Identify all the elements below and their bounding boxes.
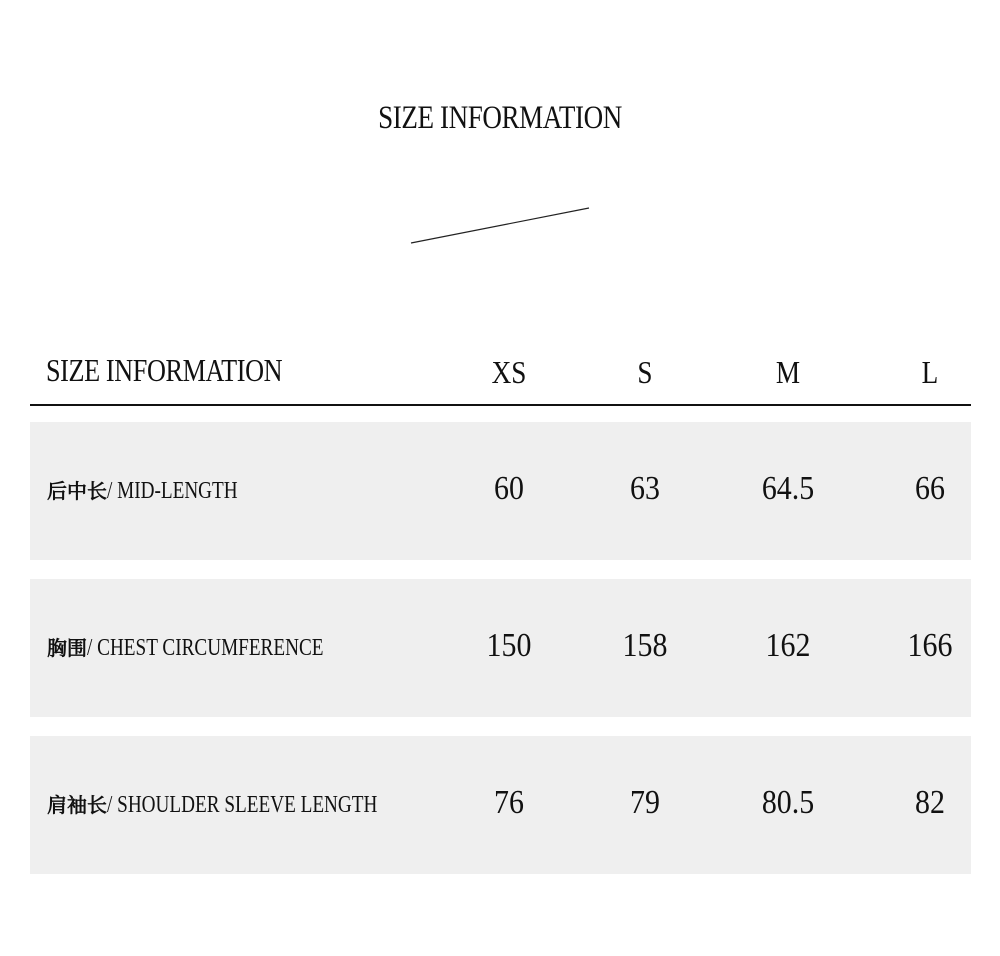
- table-cell: 150: [486, 627, 532, 664]
- table-row-sleeve: [30, 736, 971, 874]
- table-row-chest: [30, 579, 971, 717]
- table-header: [30, 352, 971, 406]
- table-cell: 80.5: [761, 784, 815, 821]
- table-cell: 158: [622, 627, 668, 664]
- table-cell: 82: [915, 784, 945, 821]
- row-label-en: / SHOULDER SLEEVE LENGTH: [107, 792, 378, 818]
- size-header-m: M: [775, 354, 801, 390]
- table-cell: 60: [494, 470, 524, 507]
- row-label-en: / CHEST CIRCUMFERENCE: [87, 635, 324, 661]
- table-cell: 79: [630, 784, 660, 821]
- table-cell: 64.5: [761, 470, 815, 507]
- table-row-mid-length: [30, 422, 971, 560]
- decorative-divider-line: [405, 203, 595, 248]
- size-header-xs: XS: [491, 354, 527, 390]
- size-header-s: S: [637, 354, 653, 390]
- row-label-cn: 胸围: [47, 636, 87, 660]
- row-label: [47, 475, 270, 505]
- table-cell: 166: [907, 627, 953, 664]
- page-title: SIZE INFORMATION: [378, 100, 622, 136]
- row-label-en: / MID-LENGTH: [107, 478, 238, 504]
- size-header-l: L: [921, 354, 939, 390]
- table-cell: 63: [630, 470, 660, 507]
- row-label: [47, 632, 383, 662]
- row-label: [47, 789, 445, 819]
- row-label-cn: 后中长: [47, 479, 107, 503]
- table-cell: 76: [494, 784, 524, 821]
- row-label-cn: 肩袖长: [47, 793, 107, 817]
- table-header-label: SIZE INFORMATION: [46, 352, 283, 388]
- table-cell: 66: [915, 470, 945, 507]
- table-cell: 162: [765, 627, 811, 664]
